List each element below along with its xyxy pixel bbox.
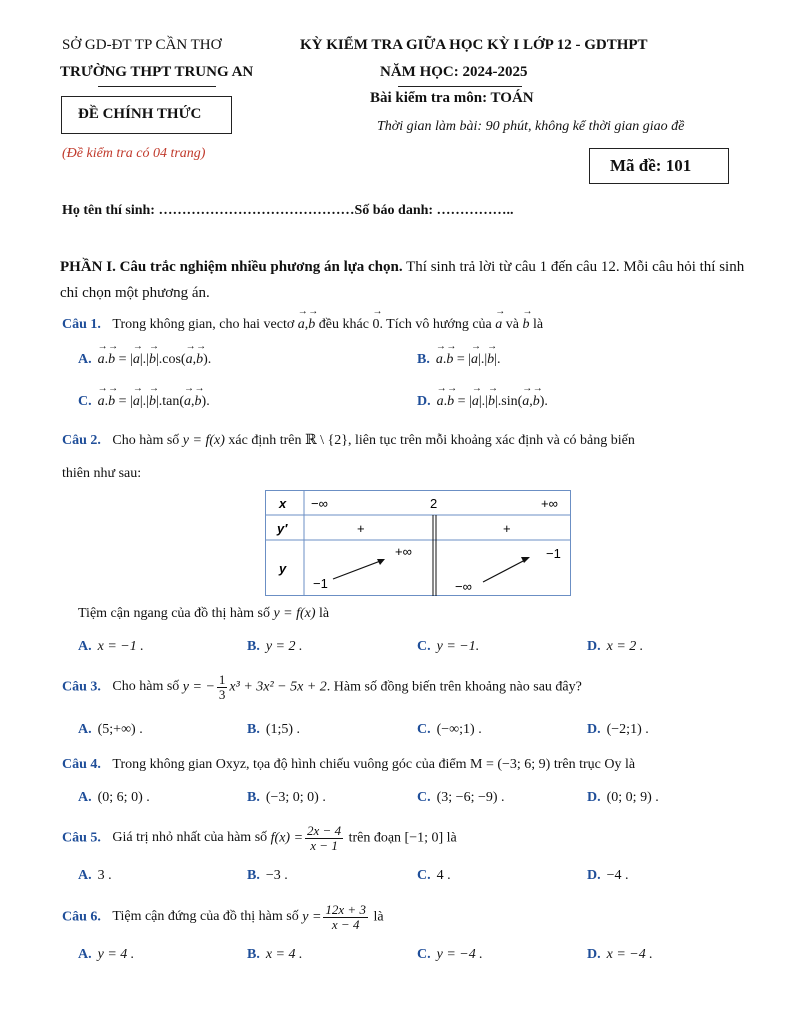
q3-stem: Câu 3. Cho hàm số y = − $\frac{1}{3}$ x³ + 3x² − 5x + 2. Hàm số đồng biến trên khoảng nào sau đây? <box>62 672 582 702</box>
q6-option-d[interactable]: D. x = −4 . <box>587 947 653 962</box>
q3-label: Câu 3. <box>62 679 101 695</box>
y-val-right-start: −∞ <box>455 579 472 594</box>
student-info-line: Họ tên thí sinh: ……………………………………Số báo danh: …………….. <box>62 203 514 218</box>
q4-stem: Câu 4. Trong không gian Oxyz, tọa độ hình chiếu vuông góc của điểm M = (−3; 6; 9) trên trục Oy là <box>62 757 636 772</box>
year-underline <box>398 86 522 87</box>
q3-option-b[interactable]: B. (1;5) . <box>247 722 301 737</box>
arrow-right-increase <box>483 559 527 582</box>
school-year: NĂM HỌC: 2024-2025 <box>380 64 528 80</box>
q4-option-d[interactable]: D. (0; 0; 9) . <box>587 790 659 805</box>
x-val-2: 2 <box>430 496 438 511</box>
q3-option-a[interactable]: A. (5;+∞) . <box>78 722 143 737</box>
q5-option-c[interactable]: C. 4 . <box>417 868 451 883</box>
department-name: SỞ GD-ĐT TP CẦN THƠ <box>62 37 222 53</box>
part1-title: PHẦN I. Câu trắc nghiệm nhiều phương án lựa chọn. <box>60 259 403 275</box>
q2-label: Câu 2. <box>62 433 101 448</box>
q2-stem-cont: thiên như sau: <box>62 466 142 481</box>
school-name: TRƯỜNG THPT TRUNG AN <box>60 64 254 80</box>
x-val-pos-inf: +∞ <box>541 496 558 511</box>
q2-followup: Tiệm cận ngang của đồ thị hàm số y = f(x) là <box>78 606 330 621</box>
q2-option-b[interactable]: B. y = 2 . <box>247 639 303 654</box>
y-label: y <box>279 561 287 576</box>
q5-option-a[interactable]: A. 3 . <box>78 868 112 883</box>
q5-label: Câu 5. <box>62 830 101 846</box>
q1-option-d[interactable]: D.→ a.→ b = |→ a|.|→ b|.sin(→ a,→ b). <box>417 394 548 410</box>
y-val-left-start: −1 <box>313 576 328 591</box>
y-val-right-end: −1 <box>546 546 561 561</box>
time-note: Thời gian làm bài: 90 phút, không kể thời gian giao đề <box>377 119 685 134</box>
q6-option-b[interactable]: B. x = 4 . <box>247 947 303 962</box>
q2-stem: Câu 2. Cho hàm số y = f(x) xác định trên ℝ \ {2}, liên tục trên mỗi khoảng xác định và có bảng biến <box>62 433 635 448</box>
yp-label: y′ <box>277 521 288 536</box>
subject: Bài kiểm tra môn: TOÁN <box>370 90 534 106</box>
q6-label: Câu 6. <box>62 909 101 925</box>
q4-option-c[interactable]: C. (3; −6; −9) . <box>417 790 505 805</box>
q6-option-a[interactable]: A. y = 4 . <box>78 947 135 962</box>
q1-option-c[interactable]: C.→ a.→ b = |→ a|.|→ b|.tan(→ a,→ b). <box>78 394 210 410</box>
q6-option-c[interactable]: C. y = −4 . <box>417 947 483 962</box>
q1-option-b[interactable]: B.→ a.→ b = |→ a|.|→ b|. <box>417 352 500 368</box>
exam-code: Mã đề: 101 <box>610 156 692 175</box>
q4-label: Câu 4. <box>62 757 101 772</box>
q1-label: Câu 1. <box>62 317 101 332</box>
q2-option-a[interactable]: A. x = −1 . <box>78 639 144 654</box>
q1-stem: Câu 1. Trong không gian, cho hai vectơ → a,→ b đều khác → 0. Tích vô hướng của → a và → b là <box>62 317 543 333</box>
q2-option-c[interactable]: C. y = −1. <box>417 639 480 654</box>
school-underline <box>98 86 216 87</box>
sign-left: + <box>357 521 365 536</box>
exam-code-box <box>589 148 729 184</box>
q5-option-d[interactable]: D. −4 . <box>587 868 629 883</box>
q4-option-b[interactable]: B. (−3; 0; 0) . <box>247 790 326 805</box>
sign-right: + <box>503 521 511 536</box>
q5-stem: Câu 5. Giá trị nhỏ nhất của hàm số f(x) = $\frac{2x - 4}{x - 1}$ trên đoạn [−1; 0] là <box>62 823 457 853</box>
x-label: x <box>279 496 287 511</box>
arrow-left-increase <box>333 560 383 579</box>
q1-option-a[interactable]: A.→ a.→ b = |→ a|.|→ b|.cos(→ a,→ b). <box>78 352 211 368</box>
variation-table <box>265 490 571 596</box>
q2-option-d[interactable]: D. x = 2 . <box>587 639 644 654</box>
x-val-neg-inf: −∞ <box>311 496 328 511</box>
part1-intro <box>60 254 760 306</box>
q5-option-b[interactable]: B. −3 . <box>247 868 288 883</box>
q3-option-c[interactable]: C. (−∞;1) . <box>417 722 482 737</box>
part1-instructions: Thí sinh trả lời từ câu 1 đến câu 12. Mỗi câu hỏi thí sinh chỉ chọn một phương án. <box>60 259 745 301</box>
q3-option-d[interactable]: D. (−2;1) . <box>587 722 649 737</box>
exam-title: KỲ KIỂM TRA GIỮA HỌC KỲ I LỚP 12 - GDTHPT <box>300 37 648 53</box>
official-label: ĐỀ CHÍNH THỨC <box>78 106 202 122</box>
q6-stem: Câu 6. Tiệm cận đứng của đồ thị hàm số y = $\frac{12x + 3}{x - 4}$ là <box>62 902 384 932</box>
q4-option-a[interactable]: A. (0; 6; 0) . <box>78 790 150 805</box>
pages-note: (Đề kiểm tra có 04 trang) <box>62 146 206 161</box>
official-box <box>61 96 232 134</box>
y-val-left-end: +∞ <box>395 544 412 559</box>
